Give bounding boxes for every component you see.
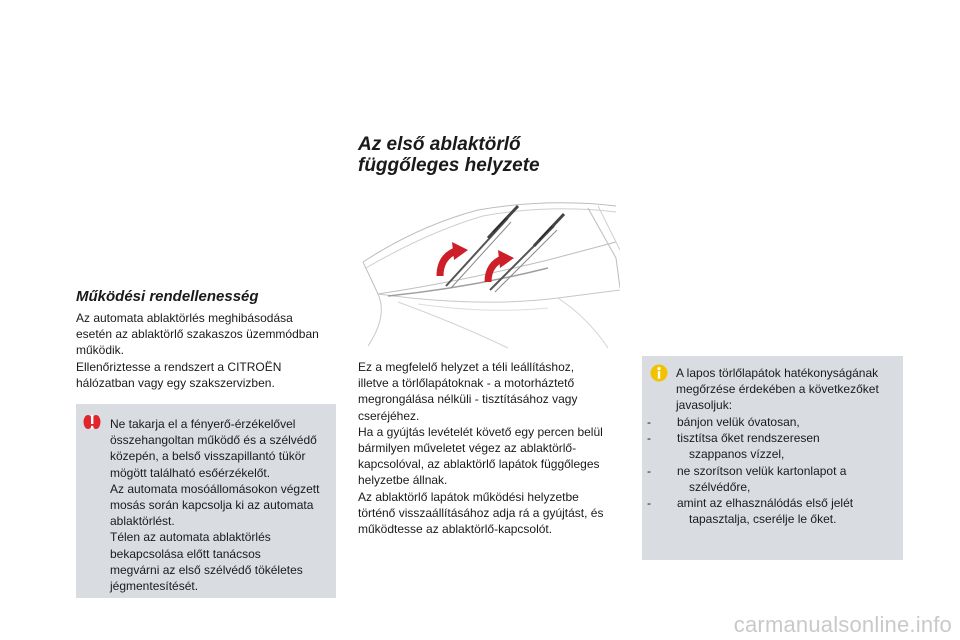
text-line: Ne takarja el a fényerő-érzékelővel: [110, 417, 296, 431]
text-line: Ez a megfelelő helyzet a téli leállításhoz,: [358, 360, 575, 374]
wiper-vertical-description: [358, 359, 620, 537]
windshield-wiper-image: [358, 198, 620, 350]
text-line: megvárni az első szélvédő tökéletes: [110, 562, 303, 577]
text-line: Ellenőriztesse a rendszert a CITROËN: [76, 359, 282, 374]
text-line: közepén, a belső visszapillantó tükör: [110, 449, 306, 464]
text-line: - bánjon velük óvatosan,: [677, 415, 800, 429]
text-line: helyzetbe állnak.: [358, 473, 448, 488]
text-line: szappanos vízzel,: [689, 447, 785, 462]
text-line: összehangoltan működő és a szélvédő: [110, 433, 317, 448]
text-line: jégmentesítését.: [110, 579, 199, 594]
list-item: [647, 430, 897, 462]
text-line: tapasztalja, cserélje le őket.: [689, 512, 837, 527]
section-title-wiper-vertical: [358, 134, 540, 176]
text-line: működtesse az ablaktörlő-kapcsolót.: [358, 522, 553, 537]
warning-box: [76, 404, 336, 598]
section-title-line: függőleges helyzete: [358, 155, 540, 176]
text-line: ablaktörlést.: [110, 514, 175, 529]
info-icon: [650, 364, 668, 382]
exclamation-icon: [82, 412, 102, 432]
text-line: - tisztítsa őket rendszeresen: [677, 431, 820, 446]
section-title-malfunction: Működési rendellenesség: [76, 288, 259, 305]
text-line: Télen az automata ablaktörlés: [110, 530, 271, 545]
text-line: szélvédőre,: [689, 479, 751, 494]
text-line: Az automata ablaktörlés meghibásodása: [76, 311, 293, 325]
text-line: történő visszaállításához adja rá a gyújtást, és: [358, 505, 604, 520]
warning-text: [110, 416, 332, 594]
text-line: - amint az elhasználódás első jelét: [677, 496, 854, 511]
text-line: mosás során kapcsolja ki az automata: [110, 498, 314, 513]
list-item: [647, 463, 897, 495]
text-line: működik.: [76, 343, 125, 358]
text-line: A lapos törlőlapátok hatékonyságának: [676, 366, 879, 380]
arrow-up-icon: [440, 242, 468, 276]
text-line: javasoljuk:: [676, 398, 733, 413]
text-line: Az automata mosóállomásokon végzett: [110, 481, 320, 496]
text-line: bármilyen műveletet végez az ablaktörlő-: [358, 441, 577, 456]
text-line: Az ablaktörlő lapátok működési helyzetbe: [358, 489, 579, 504]
section-title-line: Az első ablaktörlő: [358, 134, 521, 155]
malfunction-description: [76, 310, 336, 391]
text-line: kapcsolóval, az ablaktörlő lapátok függőleges: [358, 457, 600, 472]
list-item: [647, 414, 897, 430]
text-line: megrongálása nélküli - tisztításához vagy: [358, 392, 578, 407]
info-text: [676, 365, 898, 414]
watermark: carmanualsonline.info: [733, 612, 952, 637]
text-line: - ne szorítson velük kartonlapot a: [677, 463, 847, 478]
text-line: Ha a gyújtás levételét követő egy percen belül: [358, 424, 603, 439]
text-line: esetén az ablaktörlő szakaszos üzemmódban: [76, 327, 319, 342]
text-line: mögött található esőérzékelőt.: [110, 465, 271, 480]
text-line: bekapcsolása előtt tanácsos: [110, 546, 261, 561]
recommendation-list: [647, 414, 897, 527]
text-line: illetve a törlőlapátoknak - a motorháztető: [358, 376, 575, 391]
wiper-illustration: [358, 198, 620, 350]
info-box: [642, 356, 903, 560]
text-line: cseréjéhez.: [358, 408, 420, 423]
list-item: [647, 495, 897, 527]
text-line: megőrzése érdekében a következőket: [676, 382, 879, 397]
text-line: hálózatban vagy egy szakszervizben.: [76, 375, 275, 390]
